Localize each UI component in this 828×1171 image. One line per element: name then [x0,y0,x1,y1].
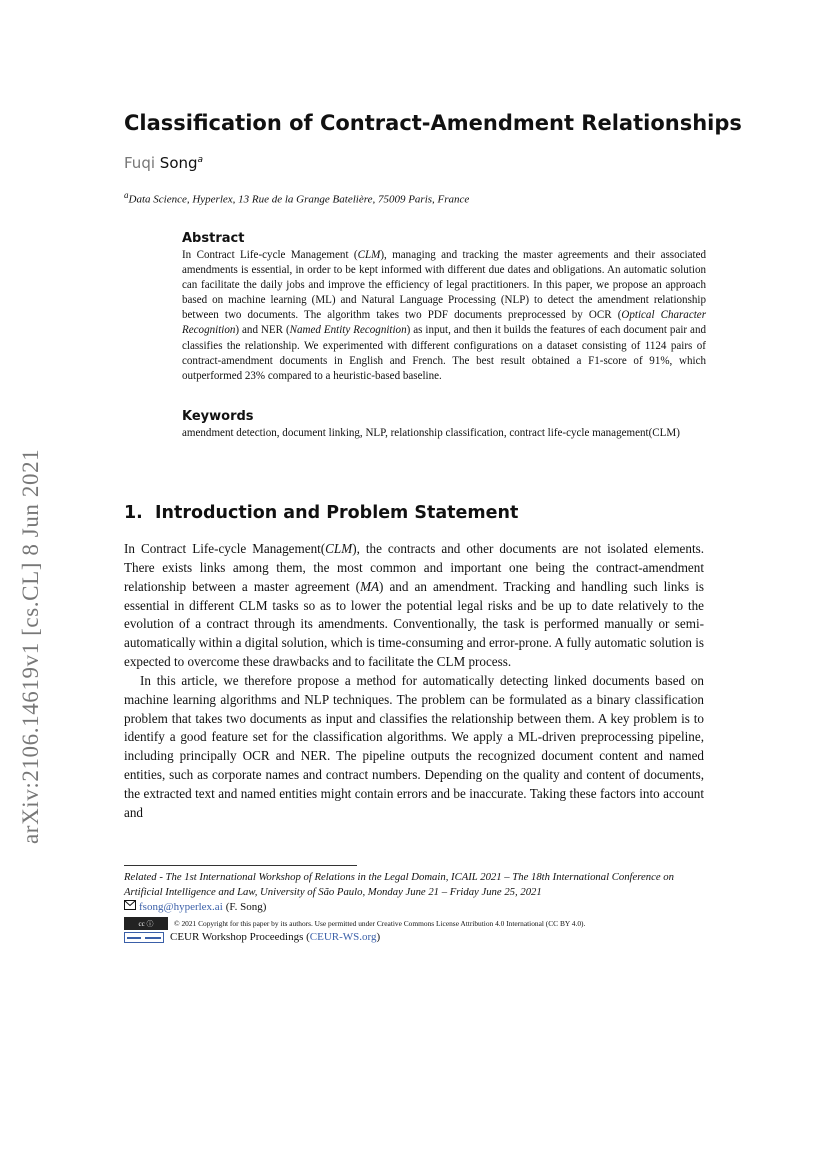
arxiv-side-stamp: arXiv:2106.14619v1 [cs.CL] 8 Jun 2021 [18,448,43,844]
license-row [124,917,585,930]
abstract-text [182,248,706,384]
section-number: 1. [124,503,143,523]
cc-by-icon: cc ⓘ [124,917,168,930]
email-row [124,900,266,913]
author-line [124,154,203,172]
keywords-heading: Keywords [182,409,254,424]
proceedings-row [124,931,380,943]
section-title: Introduction and Problem Statement [155,503,519,523]
abstract-em: Optical Character Recognition [182,309,707,337]
abstract-heading: Abstract [182,231,245,246]
abstract-seg: ) as input, and then it builds the features of each document pair and classifies the relationship. We experimented with different configurations on a dataset consisting of 1124 pairs of contract-amendment documents in English and French. The best result obtained a F1-score of 91%, which outperformed 23% compared to a heuristic-based baseline. [182,324,706,382]
envelope-icon [124,900,136,913]
body-text [124,540,704,823]
keywords-text: amendment detection, document linking, NLP, relationship classification, contract life-cycle management(CLM) [182,427,680,439]
keywords [182,409,706,441]
ceur-close: ) [376,931,381,943]
para-seg: ), the contracts and other documents are not isolated elements. There exists links among them, the most common and important one being the contract-amendment relationship between a master agreement ( [124,541,704,594]
abstract-seg: ), managing and tracking the master agreements and their associated amendments is essential, in order to be kept informed with different due dates and obligations. An automatic solution can facilitate the daily jobs and improve the efficiency of legal practitioners. In this paper, we propose an approach based on machine learning (ML) and Natural Language Processing (NLP) to detect the amendment relationship between two documents. The algorithm takes two PDF documents preprocessed by OCR ( [182,249,706,322]
email-link[interactable]: fsong@hyperlex.ai [139,900,223,913]
paper-title: Classification of Contract-Amendment Relationships [124,111,742,135]
affil-text: Data Science, Hyperlex, 13 Rue de la Grange Batelière, 75009 Paris, France [128,193,470,206]
abstract-em: CLM [357,249,381,261]
email-suffix: (F. Song) [225,900,267,913]
footnote-rule [124,865,357,866]
para-seg: ) and an amendment. Tracking and handling such links is essential in different CLM tasks so as to lower the potential legal risks and be up to date relatively to the evolution of a contract through its amendments. Conventionally, the task is performed manually or semi-automatically within a digital solution, which is time-consuming and error-prone. A fully automatic solution is expected to overcome these drawbacks and to facilitate the CLM process. [124,578,705,670]
footnote-text: Related - The 1st International Workshop of Relations in the Legal Domain, ICAIL 2021 – The 18th International Conference on Artificial Intelligence and Law, University of São Paulo, Monday June 21 – Friday June 25, 2021 [124,871,674,899]
abstract-seg: In Contract Life-cycle Management ( [182,249,358,261]
affiliation [124,190,469,206]
abstract-em: Named Entity Recognition [289,324,407,337]
ceur-link[interactable]: CEUR-WS.org [309,931,377,943]
copyright-text: © 2021 Copyright for this paper by its authors. Use permitted under Creative Commons License Attribution 4.0 International (CC BY 4.0). [174,919,586,928]
paragraph-1 [124,540,704,672]
abstract [182,231,706,384]
author-affil-mark: a [197,155,204,165]
para-em: CLM [325,541,353,556]
author-given-name: Fuqi [124,154,156,172]
para-em: MA [360,578,380,594]
abstract-seg: ) and NER ( [235,324,290,337]
ceur-logo [124,932,164,943]
author-family-name: Song [159,154,198,172]
affil-mark: a [124,190,129,200]
ceur-text: CEUR Workshop Proceedings ( [170,931,310,943]
section-heading [124,503,518,523]
paragraph-2: In this article, we therefore propose a method for automatically detecting linked documents based on machine learning algorithms and NLP techniques. The problem can be formulated as a binary classification problem that takes two documents as input and classifies the relationship between them. A key problem is to identify a good feature set for the classification algorithms. We apply a ML-driven preprocessing pipeline, including principally OCR and NER. The pipeline outputs the recognized document content and named entities, such as corporate names and contract numbers. Depending on the quality and content of documents, the extracted text and named entities might contain errors and be inaccurate. Taking these factors into account and [124,672,704,820]
para-seg: In Contract Life-cycle Management( [124,541,326,556]
